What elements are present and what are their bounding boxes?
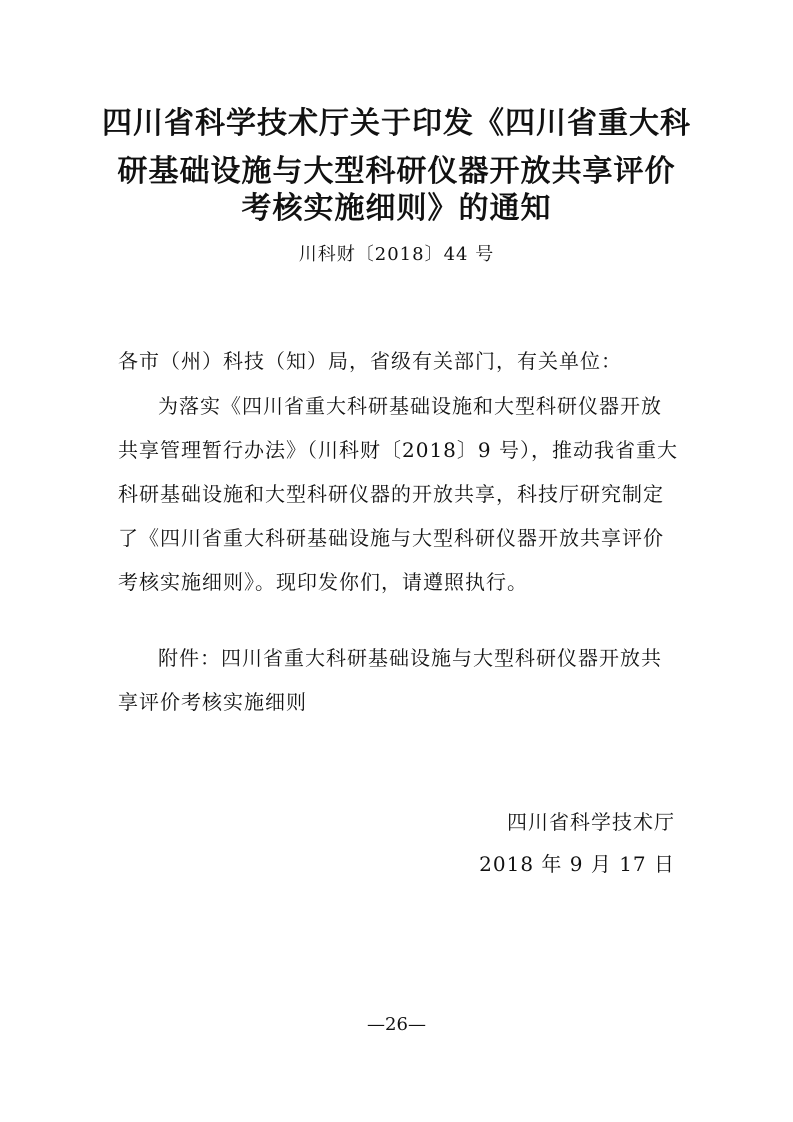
issue-date: 2018 年 9 月 17 日 [479, 852, 675, 876]
title-line-3: 考核实施细则》的通知 [241, 191, 552, 226]
page-number: —26— [367, 1014, 426, 1035]
salutation: 各市（州）科技（知）局，省级有关部门，有关单位： [118, 349, 622, 373]
title-line-1: 四川省科学技术厅关于印发《四川省重大科 [102, 106, 691, 141]
issuer: 四川省科学技术厅 [507, 810, 675, 834]
document-number: 川科财〔2018〕44 号 [298, 244, 495, 265]
body-line-1: 为落实《四川省重大科研基础设施和大型科研仪器开放 [158, 394, 662, 418]
body-line-3: 科研基础设施和大型科研仪器的开放共享，科技厅研究制定 [118, 482, 664, 506]
body-line-5: 考核实施细则》。现印发你们，请遵照执行。 [118, 570, 528, 594]
attachment-line-1: 附件：四川省重大科研基础设施与大型科研仪器开放共 [158, 646, 662, 670]
title-line-2: 研基础设施与大型科研仪器开放共享评价 [117, 154, 676, 189]
body-line-2: 共享管理暂行办法》（川科财〔2018〕9 号），推动我省重大 [118, 438, 678, 462]
body-line-4: 了《四川省重大科研基础设施与大型科研仪器开放共享评价 [118, 526, 664, 550]
attachment-line-2: 享评价考核实施细则 [118, 690, 307, 714]
